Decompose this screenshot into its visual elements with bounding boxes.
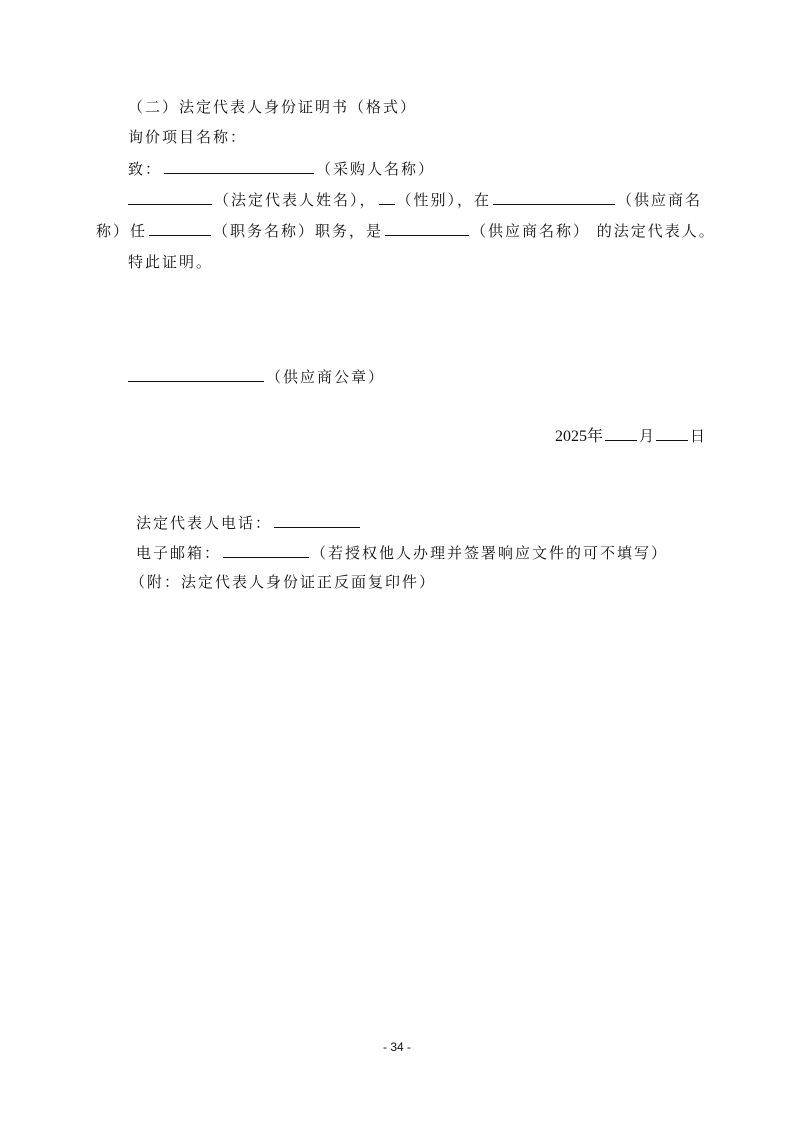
gender-blank[interactable] — [379, 188, 395, 205]
attachment-line — [130, 571, 436, 593]
email-note: （若授权他人办理并签署响应文件的可不填写） — [311, 544, 669, 562]
statement-line-1 — [128, 188, 702, 211]
supplier-name-blank[interactable] — [493, 188, 615, 205]
gender-hint: （性别），在 — [396, 191, 492, 209]
attachment-note: （附：法定代表人身份证正反面复印件） — [130, 573, 437, 591]
line2-prefix: 称）任 — [96, 222, 148, 240]
month-blank[interactable] — [605, 424, 637, 441]
email-line — [136, 541, 668, 564]
date-year: 2025年 — [555, 428, 604, 445]
to-suffix: （采购人名称） — [316, 160, 436, 178]
phone-line — [136, 511, 362, 534]
seal-blank[interactable] — [128, 365, 264, 382]
seal-hint: （供应商公章） — [266, 368, 386, 386]
seal-line — [128, 365, 385, 388]
purchaser-name-blank[interactable] — [164, 157, 314, 174]
heading-text: （二）法定代表人身份证明书（格式） — [128, 98, 418, 116]
position-blank[interactable] — [149, 219, 211, 236]
phone-blank[interactable] — [274, 511, 360, 528]
date-day: 日 — [690, 427, 706, 445]
date-line — [555, 424, 705, 448]
name-hint: （法定代表人姓名）， — [214, 191, 377, 209]
position-hint: （职务名称）职务，是 — [213, 222, 384, 240]
section-heading — [128, 96, 417, 118]
to-line — [128, 157, 435, 180]
supplier-name-blank-2[interactable] — [385, 219, 469, 236]
to-prefix: 致： — [128, 160, 163, 178]
certify-line — [128, 251, 213, 273]
date-month: 月 — [639, 427, 655, 445]
project-name-line — [128, 126, 247, 148]
email-label: 电子邮箱： — [136, 544, 222, 562]
project-name-label: 询价项目名称： — [128, 128, 248, 146]
statement-line-2 — [96, 219, 716, 242]
supplier-hint: （供应商名 — [617, 191, 703, 209]
email-blank[interactable] — [223, 541, 309, 558]
page-number: - 34 - — [382, 1040, 411, 1054]
certify-text: 特此证明。 — [128, 253, 214, 271]
phone-label: 法定代表人电话： — [136, 514, 273, 532]
day-blank[interactable] — [656, 424, 688, 441]
representative-name-blank[interactable] — [128, 188, 212, 205]
line2-tail: （供应商名称） 的法定代表人。 — [471, 222, 716, 240]
